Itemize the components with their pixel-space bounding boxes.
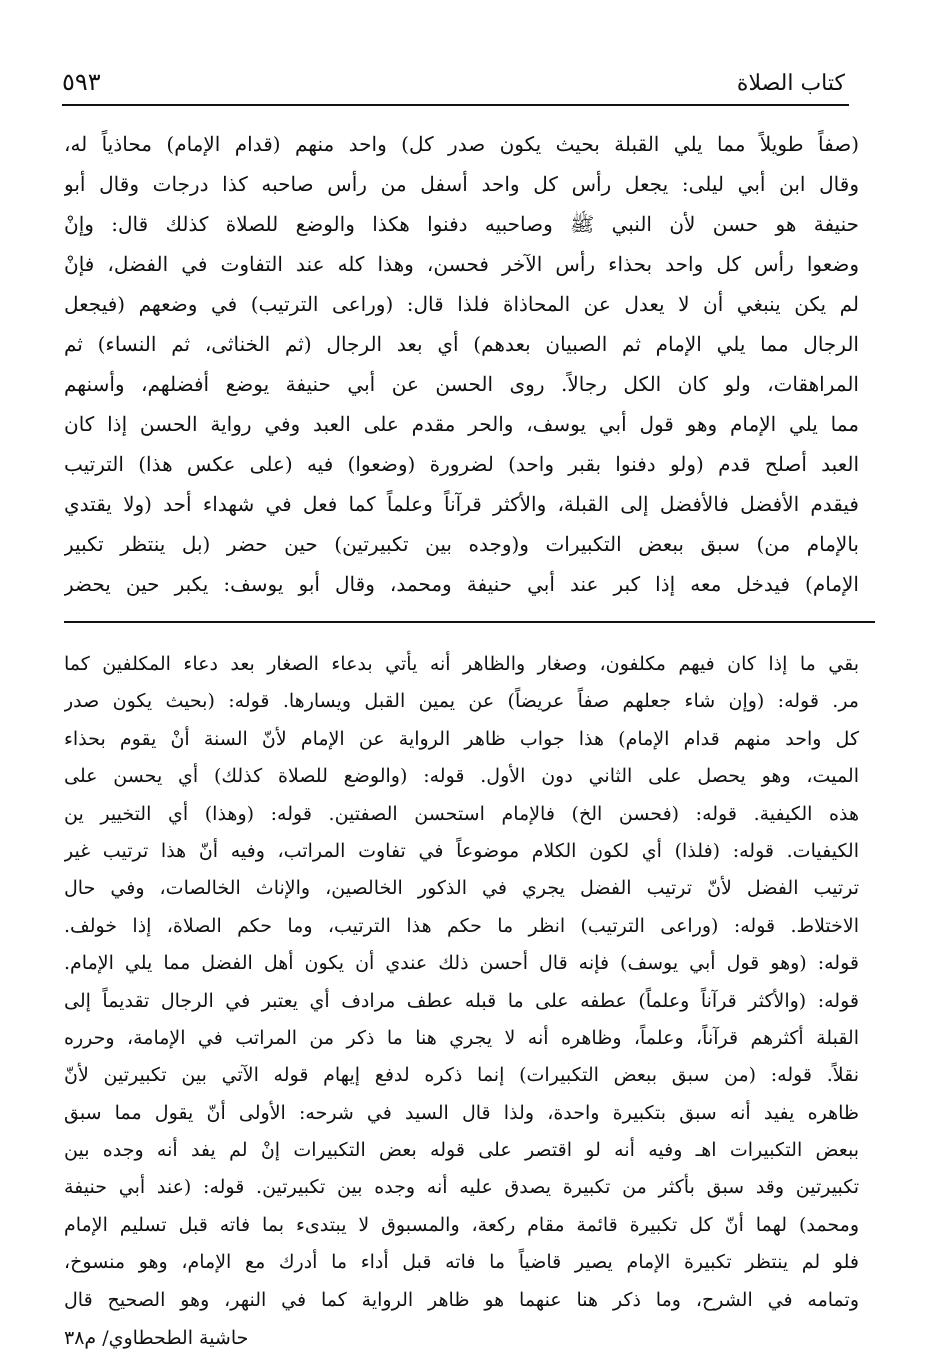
header-divider [62, 104, 849, 106]
running-title: كتاب الصلاة [736, 71, 845, 96]
main-line: الرجال مما يلي الإمام ثم الصبيان بعدهم) أي بعد الرجال (ثم الخناثى، ثم النساء) ثم [64, 332, 859, 356]
footnote-line: الكيفيات. قوله: (فلذا) أي لكون الكلام موضوعاً في تفاوت المراتب، وفيه أنّ هذا ترتيب غير [64, 839, 859, 862]
footnote-divider [64, 621, 875, 623]
main-line: بالإمام من) سبق ببعض التكبيرات و(وجده بين تكبيرتين) حين حضر (بل ينتظر تكبير [64, 532, 859, 556]
footnote-line: ظاهره يفيد أنه سبق بتكبيرة واحدة، ولذا قال السيد في شرحه: الأولى أنّ يقول مما سبق [64, 1101, 859, 1124]
main-line: الإمام) فيدخل معه إذا كبر عند أبي حنيفة ومحمد، وقال أبو يوسف: يكبر حين يحضر [64, 572, 859, 596]
main-line: العبد أصلح قدم (ولو دفنوا بقبر واحد) لضرورة (وضعوا) فيه (على عكس هذا) الترتيب [64, 452, 859, 476]
signature-mark: حاشية الطحطاوي/ م٣٨ [64, 1327, 249, 1349]
main-line: وضعوا رأس كل واحد بحذاء رأس الآخر فحسن، وهذا كله عند التفاوت في الفضل، فإنْ [64, 252, 859, 276]
footnote-line: ترتيب الفضل لأنّ ترتيب الفضل يجري في الذكور الخالصين، والإناث الخالصات، وفي حال [64, 877, 859, 900]
footnote-line: الميت، وهو يحصل على الثاني دون الأول. قوله: (والوضع للصلاة كذلك) أي يحسن على [64, 765, 859, 788]
footnote-line: الاختلاط. قوله: (وراعى الترتيب) انظر ما حكم هذا الترتيب، وما حكم الصلاة، إذا خولف. [64, 914, 859, 937]
footnote-line: فلو لم ينتظر تكبيرة الإمام يصير قاضياً ما فاته قبل أداء ما أدرك مع الإمام، وهو منسوخ، [64, 1251, 859, 1274]
main-line: مما يلي الإمام وهو قول أبي يوسف، والحر مقدم على العبد وفي رواية الحسن إذا كان [64, 412, 859, 436]
main-line: (صفاً طويلاً مما يلي القبلة بحيث يكون صدر كل) واحد منهم (قدام الإمام) محاذياً له، [64, 132, 859, 156]
main-text [64, 124, 859, 604]
main-line: لم يكن ينبغي أن لا يعدل عن المحاذاة فلذا قال: (وراعى الترتيب) في وضعهم (فيجعل [64, 292, 859, 316]
footnote-line: ببعض التكبيرات اهـ وفيه أنه لو اقتصر على قوله بعض التكبيرات إنْ لم يفد أنه وجده بين [64, 1139, 859, 1162]
main-line: فيقدم الأفضل فالأفضل إلى القبلة، والأكثر قرآناً وعلماً كما فعل في شهداء أحد (ولا يقتدي [64, 492, 859, 516]
footnote-line: كل واحد منهم قدام الإمام) هذا جواب ظاهر الرواية عن الإمام لأنّ السنة أنْ يقوم بحذاء [64, 727, 859, 750]
footnote-line: وتمامه في الشرح، وما ذكر هنا عنهما هو ظاهر الرواية كما في النهر، وهو الصحيح قال [64, 1288, 859, 1311]
main-line: حنيفة هو حسن لأن النبي ﷺ وصاحبيه دفنوا هكذا والوضع للصلاة كذلك قال: وإنْ [64, 212, 859, 236]
footnote-line: قوله: (وهو قول أبي يوسف) فإنه قال أحسن ذلك عندي أن يكون أهل الفضل مما يلي الإمام. [64, 952, 859, 975]
main-line: وقال ابن أبي ليلى: يجعل رأس كل واحد أسفل من رأس صاحبه كذا درجات وقال أبو [64, 172, 859, 196]
footnote-line: ومحمد) لهما أنّ كل تكبيرة قائمة مقام ركعة، والمسبوق لا يبتدىء بما فاته قبل تسليم الإمام [64, 1213, 859, 1236]
footnote-line: بقي ما إذا كان فيهم مكلفون، وصغار والظاهر أنه يأتي بدعاء الصغار بعد دعاء المكلفين كما [64, 653, 859, 675]
page-number: ٥٩٣ [62, 68, 101, 96]
footnote-line: مر. قوله: (وإن شاء جعلهم صفاً عريضاً) عن يمين القبل ويسارها. قوله: (بحيث يكون صدر [64, 690, 859, 713]
footnote-line: نقلاً. قوله: (من سبق ببعض التكبيرات) إنما ذكره لدفع إيهام قوله الآتي بين تكبيرتين لأنّ [64, 1064, 859, 1087]
page-header [62, 56, 845, 96]
footnote-line: تكبيرتين وقد سبق بأكثر من تكبيرة يصدق عليه أنه وجده بين تكبيرتين. قوله: (عند أبي حنيفة [64, 1176, 859, 1199]
main-line: المراهقات، ولو كان الكل رجالاً. روى الحسن عن أبي حنيفة يوضع أفضلهم، وأسنهم [64, 372, 859, 396]
footnote-line: قوله: (والأكثر قرآناً وعلماً) عطفه على ما قبله عطف مرادف أي يعتبر في الرجال تقديماً إلى [64, 989, 859, 1012]
footnotes [64, 646, 859, 1319]
footnote-line: هذه الكيفية. قوله: (فحسن الخ) فالإمام استحسن الصفتين. قوله: (وهذا) أي التخيير ين [64, 802, 859, 825]
footnote-line: القبلة أكثرهم قرآناً، وعلماً، وظاهره أنه لا يجري هنا ما ذكر من المراتب في الإمامة، وحرره [64, 1026, 859, 1049]
